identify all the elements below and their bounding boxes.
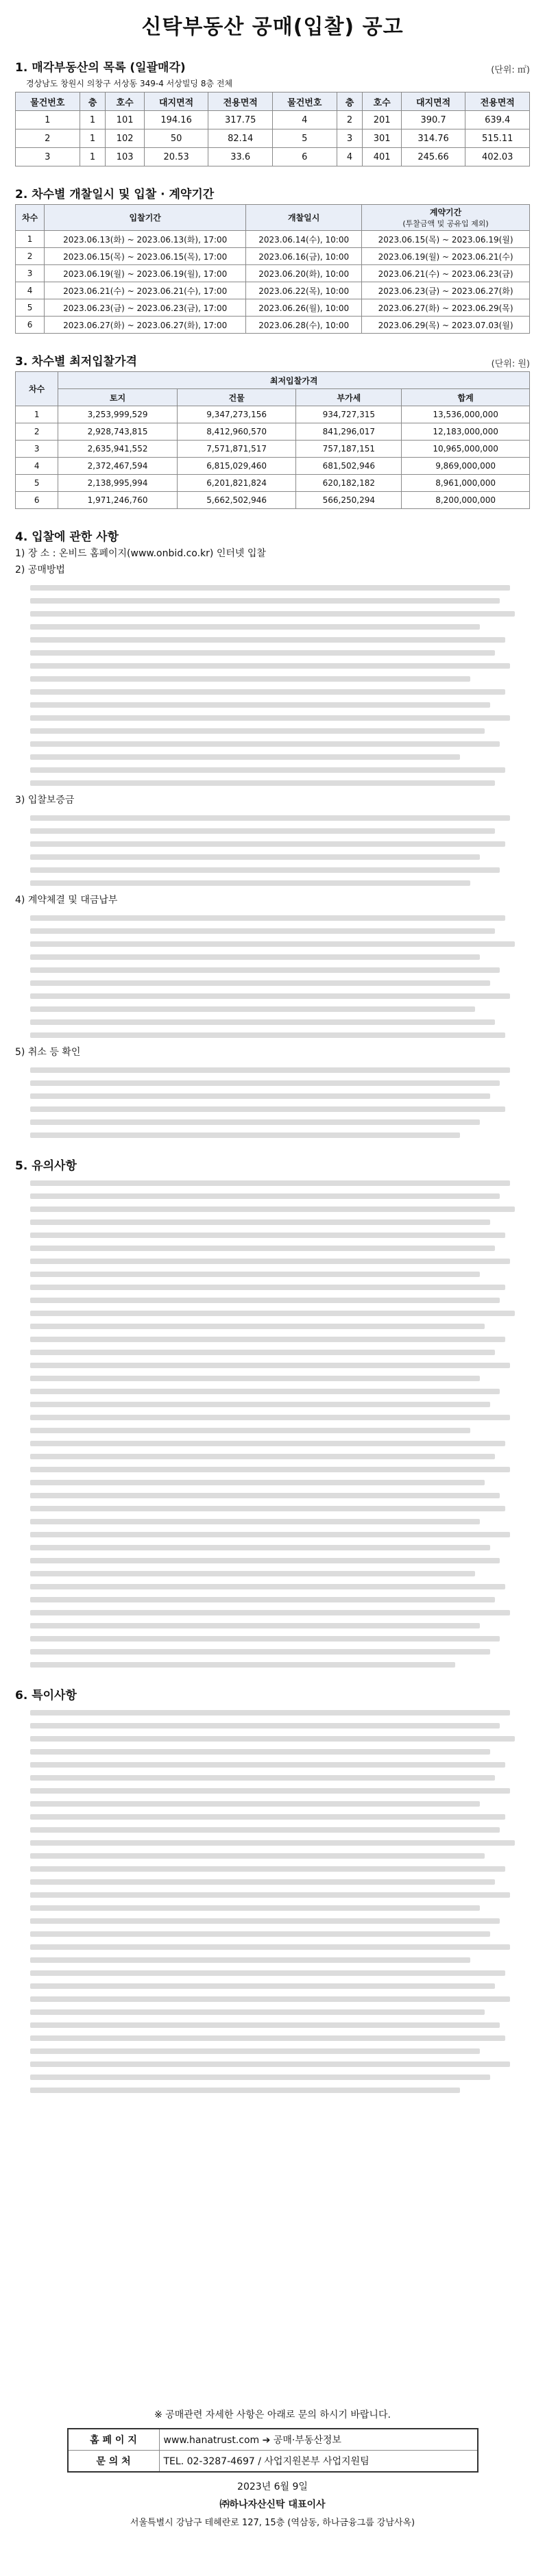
col-header: 개찰일시 — [246, 205, 362, 231]
table-cell: 1 — [80, 129, 106, 148]
table-row — [16, 317, 530, 334]
table-cell: 4 — [337, 148, 363, 166]
table-cell: 639.4 — [465, 111, 530, 129]
table-cell: 5 — [272, 129, 337, 148]
table-cell: 2023.06.15(목) ~ 2023.06.19(월) — [362, 231, 530, 248]
table-cell: 7,571,871,517 — [177, 441, 296, 458]
table-row — [16, 458, 530, 475]
table-row — [16, 148, 530, 166]
table-cell: 8,961,000,000 — [402, 475, 530, 492]
body-text-placeholder — [30, 915, 530, 1038]
table-cell: 841,296,017 — [296, 423, 402, 441]
table-cell: 6 — [16, 317, 45, 334]
table-row — [16, 492, 530, 509]
footer — [0, 2407, 545, 2528]
table-cell: 2,372,467,594 — [58, 458, 178, 475]
unit-label: (단위: ㎡) — [491, 65, 530, 75]
table-cell: 12,183,000,000 — [402, 423, 530, 441]
homepage-label: 홈 페 이 지 — [68, 2429, 160, 2451]
notice-date: 2023년 6월 9일 — [237, 2481, 308, 2492]
table-cell: 934,727,315 — [296, 406, 402, 423]
table-cell: 2 — [16, 423, 58, 441]
table-cell: 314.76 — [401, 129, 465, 148]
table-cell: 390.7 — [401, 111, 465, 129]
table-cell: 2023.06.27(화) ~ 2023.06.27(화), 17:00 — [45, 317, 246, 334]
table-cell: 2023.06.28(수), 10:00 — [246, 317, 362, 334]
table-cell: 1 — [16, 231, 45, 248]
table-cell: 4 — [16, 282, 45, 299]
col-header: 전용면적 — [465, 92, 530, 111]
table-cell: 4 — [272, 111, 337, 129]
table-cell: 2023.06.29(목) ~ 2023.07.03(월) — [362, 317, 530, 334]
table-cell: 2,928,743,815 — [58, 423, 178, 441]
deposit-heading: 3) 입찰보증금 — [15, 795, 75, 806]
section-special-notes — [15, 1685, 530, 2093]
bid-method-heading: 2) 공매방법 — [15, 565, 65, 575]
table-row — [16, 441, 530, 458]
section-heading: 1. 매각부동산의 목록 (일괄매각) — [15, 61, 186, 75]
contact-value: TEL. 02-3287-4697 / 사업지원본부 사업지원팀 — [159, 2451, 478, 2473]
table-cell: 2,138,995,994 — [58, 475, 178, 492]
min-price-table — [15, 371, 530, 509]
table-cell: 8,412,960,570 — [177, 423, 296, 441]
table-row — [16, 129, 530, 148]
col-header: 차수 — [16, 205, 45, 231]
table-cell: 620,182,182 — [296, 475, 402, 492]
table-cell: 20.53 — [144, 148, 208, 166]
table-cell: 2,635,941,552 — [58, 441, 178, 458]
table-cell: 757,187,151 — [296, 441, 402, 458]
table-cell: 5 — [16, 299, 45, 317]
table-cell: 201 — [363, 111, 401, 129]
table-cell: 102 — [106, 129, 144, 148]
table-cell: 3,253,999,529 — [58, 406, 178, 423]
col-header: 대지면적 — [401, 92, 465, 111]
col-header: 입찰기간 — [45, 205, 246, 231]
table-cell: 681,502,946 — [296, 458, 402, 475]
table-cell: 2023.06.23(금) ~ 2023.06.27(화) — [362, 282, 530, 299]
table-cell: 1,971,246,760 — [58, 492, 178, 509]
section-bidding — [15, 527, 530, 1138]
table-cell: 2023.06.15(목) ~ 2023.06.15(목), 17:00 — [45, 248, 246, 265]
table-cell: 2023.06.16(금), 10:00 — [246, 248, 362, 265]
table-row — [16, 282, 530, 299]
table-row — [16, 475, 530, 492]
section-schedule — [15, 184, 530, 334]
col-header: 호수 — [363, 92, 401, 111]
table-cell: 6,815,029,460 — [177, 458, 296, 475]
table-row — [16, 299, 530, 317]
section-heading: 6. 특이사항 — [15, 1689, 77, 1702]
col-header: 대지면적 — [144, 92, 208, 111]
table-cell: 245.66 — [401, 148, 465, 166]
table-cell: 103 — [106, 148, 144, 166]
table-cell: 2023.06.19(월) ~ 2023.06.19(월), 17:00 — [45, 265, 246, 282]
property-table — [15, 92, 530, 166]
table-cell: 402.03 — [465, 148, 530, 166]
table-cell: 1 — [80, 148, 106, 166]
contact-label: 문 의 처 — [68, 2451, 160, 2473]
group-header: 최저입찰가격 — [58, 372, 530, 389]
section-heading: 4. 입찰에 관한 사항 — [15, 530, 119, 544]
bid-location: 1) 장 소 : 온비드 홈페이지(www.onbid.co.kr) 인터넷 입찰 — [15, 548, 266, 559]
section-heading: 3. 차수별 최저입찰가격 — [15, 355, 137, 369]
col-header: 토지 — [58, 389, 178, 406]
section-cautions — [15, 1156, 530, 1668]
table-cell: 1 — [80, 111, 106, 129]
table-cell: 2023.06.22(목), 10:00 — [246, 282, 362, 299]
table-cell: 2023.06.21(수) ~ 2023.06.23(금) — [362, 265, 530, 282]
schedule-table — [15, 204, 530, 334]
col-header: 호수 — [106, 92, 144, 111]
table-cell: 6 — [272, 148, 337, 166]
col-header: 계약기간 (투찰금액 및 공유입 제외) — [362, 205, 530, 231]
table-cell: 2 — [16, 248, 45, 265]
table-row — [16, 406, 530, 423]
table-cell: 6 — [16, 492, 58, 509]
col-header: 층 — [337, 92, 363, 111]
table-cell: 1 — [16, 111, 80, 129]
table-cell: 82.14 — [208, 129, 273, 148]
body-text-placeholder — [30, 815, 530, 886]
table-cell: 515.11 — [465, 129, 530, 148]
col-header: 합계 — [402, 389, 530, 406]
body-text-placeholder — [30, 585, 530, 786]
table-cell: 2023.06.13(화) ~ 2023.06.13(화), 17:00 — [45, 231, 246, 248]
body-text-placeholder — [30, 1710, 530, 2093]
table-cell: 566,250,294 — [296, 492, 402, 509]
table-cell: 3 — [16, 441, 58, 458]
property-address: 경상남도 창원시 의창구 서상동 349-4 서상빌딩 8층 전체 — [26, 79, 233, 88]
col-header: 건물 — [177, 389, 296, 406]
table-cell: 33.6 — [208, 148, 273, 166]
company-name: ㈜하나자산신탁 대표이사 — [219, 2499, 326, 2510]
col-header: 층 — [80, 92, 106, 111]
footer-notice: ※ 공매관련 자세한 사항은 아래로 문의 하시기 바랍니다. — [154, 2410, 391, 2420]
table-cell: 2023.06.19(월) ~ 2023.06.21(수) — [362, 248, 530, 265]
table-cell: 2023.06.23(금) ~ 2023.06.23(금), 17:00 — [45, 299, 246, 317]
table-cell: 10,965,000,000 — [402, 441, 530, 458]
table-cell: 2023.06.27(화) ~ 2023.06.29(목) — [362, 299, 530, 317]
table-cell: 5 — [16, 475, 58, 492]
table-cell: 13,536,000,000 — [402, 406, 530, 423]
table-cell: 2023.06.14(수), 10:00 — [246, 231, 362, 248]
body-text-placeholder — [30, 1180, 530, 1668]
table-cell: 194.16 — [144, 111, 208, 129]
col-header: 물건번호 — [16, 92, 80, 111]
table-cell: 8,200,000,000 — [402, 492, 530, 509]
contract-heading: 4) 계약체결 및 대금납부 — [15, 895, 118, 906]
table-cell: 2023.06.20(화), 10:00 — [246, 265, 362, 282]
table-cell: 2 — [16, 129, 80, 148]
table-cell: 3 — [16, 265, 45, 282]
table-cell: 50 — [144, 129, 208, 148]
table-cell: 101 — [106, 111, 144, 129]
table-cell: 2023.06.21(수) ~ 2023.06.21(수), 17:00 — [45, 282, 246, 299]
section-min-price — [15, 351, 530, 509]
contact-table — [67, 2428, 479, 2473]
col-header: 물건번호 — [272, 92, 337, 111]
table-cell: 3 — [16, 148, 80, 166]
homepage-link[interactable]: www.hanatrust.com ➔ 공매·부동산정보 — [159, 2429, 478, 2451]
table-cell: 6,201,821,824 — [177, 475, 296, 492]
company-address: 서울특별시 강남구 테헤란로 127, 15층 (역삼동, 하나금융그룹 강남사옥) — [130, 2518, 415, 2528]
body-text-placeholder — [30, 1067, 530, 1138]
table-cell: 4 — [16, 458, 58, 475]
section-heading: 5. 유의사항 — [15, 1159, 77, 1173]
section-heading: 2. 차수별 개찰일시 및 입찰 · 계약기간 — [15, 188, 215, 201]
unit-label: (단위: 원) — [491, 359, 530, 369]
table-row — [16, 265, 530, 282]
table-cell: 2 — [337, 111, 363, 129]
table-cell: 317.75 — [208, 111, 273, 129]
cancel-heading: 5) 취소 등 확인 — [15, 1047, 81, 1058]
table-cell: 9,347,273,156 — [177, 406, 296, 423]
col-header: 전용면적 — [208, 92, 273, 111]
table-cell: 9,869,000,000 — [402, 458, 530, 475]
page-title: 신탁부동산 공매(입찰) 공고 — [141, 15, 404, 39]
table-row — [16, 231, 530, 248]
col-header: 차수 — [16, 372, 58, 406]
table-row — [16, 111, 530, 129]
section-property-list — [15, 58, 530, 166]
table-cell: 3 — [337, 129, 363, 148]
table-cell: 5,662,502,946 — [177, 492, 296, 509]
table-cell: 301 — [363, 129, 401, 148]
table-row — [16, 248, 530, 265]
table-cell: 2023.06.26(월), 10:00 — [246, 299, 362, 317]
col-header: 부가세 — [296, 389, 402, 406]
table-cell: 1 — [16, 406, 58, 423]
table-row — [16, 423, 530, 441]
table-cell: 401 — [363, 148, 401, 166]
